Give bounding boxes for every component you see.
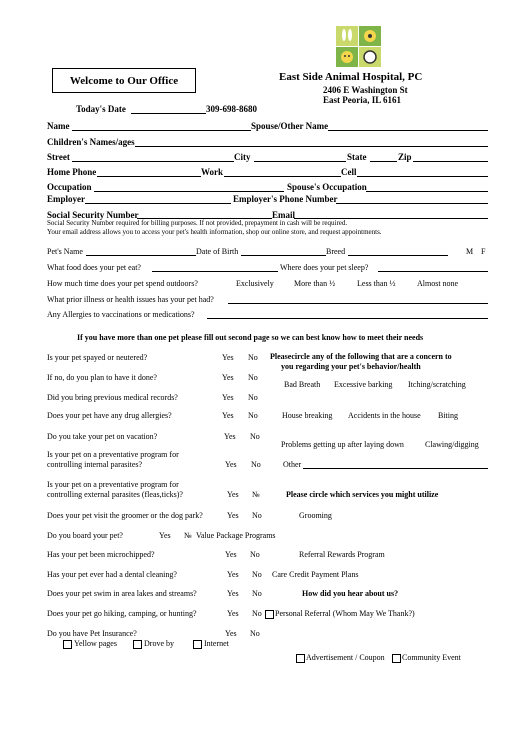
occupation-field[interactable] [94,191,284,192]
q-vacation-no[interactable]: No [250,432,260,441]
outdoors-almost-none[interactable]: Almost none [417,279,459,288]
outdoors-more-half[interactable]: More than ½ [294,279,336,288]
yellow-pages-checkbox[interactable] [63,640,72,649]
todays-date-label: Today's Date [76,104,126,114]
personal-referral-label: Personal Referral (Whom May We Thank?) [275,609,415,618]
services-title: Please circle which services you might utilize [286,490,439,499]
cell-label: Cell [341,167,357,177]
hospital-city: East Peoria, IL 6161 [323,95,401,105]
community-event-checkbox[interactable] [392,654,401,663]
spouse-field[interactable] [328,130,488,131]
work-field[interactable] [224,176,341,177]
q-drug-allergies: Does your pet have any drug allergies? [47,411,172,420]
q-plan-yes[interactable]: Yes [222,373,234,382]
concern-house-breaking[interactable]: House breaking [282,411,333,420]
q-spayed-no[interactable]: No [248,353,258,362]
allergies-label: Any Allergies to vaccinations or medications? [47,310,195,319]
internet-label: Internet [204,639,229,648]
pet-name-field[interactable] [86,255,196,256]
sex-female[interactable]: F [481,247,486,256]
q-hiking: Does your pet go hiking, camping, or hunting? [47,609,197,618]
outdoors-less-half[interactable]: Less than ½ [357,279,396,288]
city-field[interactable] [254,161,346,162]
q-dental-no[interactable]: No [252,570,262,579]
q-drug-allergies-no[interactable]: No [248,411,258,420]
email-label: Email [272,210,296,220]
q-board: Do you board your pet? [47,531,123,540]
community-event-label: Community Event [402,653,461,662]
service-care-credit[interactable]: Care Credit Payment Plans [272,570,359,579]
concern-itching[interactable]: Itching/scratching [408,380,466,389]
concern-bad-breath[interactable]: Bad Breath [284,380,321,389]
q-groomer: Does your pet visit the groomer or the dog park? [47,511,203,520]
spouse-occupation-field[interactable] [366,191,488,192]
illness-field[interactable] [228,303,488,304]
sleep-field[interactable] [378,271,488,272]
hear-title: How did you hear about us? [302,589,399,598]
state-label: State [347,152,367,162]
q-internal-2: controlling internal parasites? [47,460,143,469]
breed-field[interactable] [348,255,448,256]
q-external-yes[interactable]: Yes [227,490,239,499]
employer-phone-field[interactable] [336,203,488,204]
email-note: Your email address allows you to access your pet's health information, shop our online store, and request appointments. [47,228,382,236]
drove-by-label: Drove by [144,639,174,648]
street-field[interactable] [72,161,234,162]
q-board-no[interactable]: № [184,531,192,540]
q-internal-1: Is your pet on a preventative program for [47,450,179,459]
drove-by-checkbox[interactable] [133,640,142,649]
hospital-logo [336,26,382,68]
hospital-name: East Side Animal Hospital, PC [279,71,423,83]
cell-field[interactable] [357,176,488,177]
spouse-label: Spouse/Other Name [251,121,329,131]
q-internal-yes[interactable]: Yes [225,460,237,469]
dob-field[interactable] [241,255,326,256]
service-grooming[interactable]: Grooming [299,511,332,520]
zip-field[interactable] [413,161,488,162]
q-records-yes[interactable]: Yes [222,393,234,402]
hospital-address: 2406 E Washington St [323,85,408,95]
spouse-occupation-label: Spouse's Occupation [287,182,367,192]
value-package[interactable]: Value Package Programs [196,531,276,540]
dob-label: Date of Birth [196,247,239,256]
concern-accidents[interactable]: Accidents in the house [348,411,421,420]
q-spayed: Is your pet spayed or neutered? [47,353,148,362]
q-dental-yes[interactable]: Yes [227,570,239,579]
q-groomer-yes[interactable]: Yes [227,511,239,520]
allergies-field[interactable] [207,318,488,319]
q-hiking-yes[interactable]: Yes [227,609,239,618]
q-groomer-no[interactable]: No [252,511,262,520]
illness-label: What prior illness or health issues has your pet had? [47,295,214,304]
internet-checkbox[interactable] [193,640,202,649]
advertisement-checkbox[interactable] [296,654,305,663]
second-page-notice: If you have more than one pet please fill out second page so we can best know how to meet their needs [77,333,424,342]
q-microchip-no[interactable]: No [250,550,260,559]
concern-clawing[interactable]: Clawing/digging [425,440,479,449]
concerns-title-1: Pleasecircle any of the following that are a concern to [270,352,452,361]
sex-male[interactable]: M [466,247,474,256]
name-label: Name [47,121,70,131]
q-drug-allergies-yes[interactable]: Yes [222,411,234,420]
personal-referral-checkbox[interactable] [265,610,274,619]
hospital-phone: 309-698-8680 [206,104,257,114]
occupation-label: Occupation [47,182,92,192]
home-phone-label: Home Phone [47,167,97,177]
outdoors-exclusively[interactable]: Exclusively [236,279,274,288]
concern-barking[interactable]: Excessive barking [334,380,393,389]
concern-other-label: Other [283,460,302,469]
sleep-label: Where does your pet sleep? [280,263,369,272]
employer-label: Employer [47,194,85,204]
q-external-2: controlling external parasites (fleas,ticks)? [47,490,183,499]
q-microchip: Has your pet been microchipped? [47,550,155,559]
yellow-pages-label: Yellow pages [74,639,117,648]
concerns-title-2: you regarding your pet's behavior/health [281,362,421,371]
employer-field[interactable] [85,203,231,204]
name-field[interactable] [72,130,251,131]
q-records: Did you bring previous medical records? [47,393,178,402]
children-label: Children's Names/ages [47,137,135,147]
ssn-label: Social Security Number [47,210,139,220]
q-insurance-yes[interactable]: Yes [225,629,237,638]
q-insurance-no[interactable]: No [250,629,260,638]
city-label: City [234,152,251,162]
work-label: Work [201,167,224,177]
children-field[interactable] [135,146,488,147]
state-field[interactable] [370,161,397,162]
concern-other-field[interactable] [303,468,488,469]
q-external-1: Is your pet on a preventative program for [47,480,179,489]
q-swim-yes[interactable]: Yes [227,589,239,598]
employer-phone-label: Employer's Phone Number [233,194,338,204]
advertisement-label: Advertisement / Coupon [306,653,385,662]
q-insurance: Do you have Pet Insurance? [47,629,137,638]
home-phone-field[interactable] [97,176,201,177]
q-hiking-no[interactable]: No [252,609,262,618]
concern-getting-up[interactable]: Problems getting up after laying down [281,440,404,449]
service-referral-rewards[interactable]: Referral Rewards Program [299,550,385,559]
q-plan-no[interactable]: No [248,373,258,382]
q-internal-no[interactable]: No [251,460,261,469]
zip-label: Zip [398,152,412,162]
breed-label: Breed [326,247,346,256]
ssn-note: Social Security Number required for billing purposes. If not provided, prepayment in cash will be required. [47,219,348,227]
pet-name-label: Pet's Name [47,247,83,256]
q-swim-no[interactable]: No [252,589,262,598]
q-external-no[interactable]: № [252,490,260,499]
q-swim: Does your pet swim in area lakes and streams? [47,589,197,598]
q-spayed-yes[interactable]: Yes [222,353,234,362]
q-microchip-yes[interactable]: Yes [225,550,237,559]
q-vacation-yes[interactable]: Yes [224,432,236,441]
q-board-yes[interactable]: Yes [159,531,171,540]
q-vacation: Do you take your pet on vacation? [47,432,158,441]
todays-date-field[interactable] [131,113,206,114]
outdoors-label: How much time does your pet spend outdoors? [47,279,198,288]
q-dental: Has your pet ever had a dental cleaning? [47,570,177,579]
concern-biting[interactable]: Biting [438,411,459,420]
q-records-no[interactable]: No [248,393,258,402]
food-label: What food does your pet eat? [47,263,141,272]
street-label: Street [47,152,70,162]
food-field[interactable] [152,271,278,272]
welcome-box: Welcome to Our Office [52,68,196,93]
q-plan: If no, do you plan to have it done? [47,373,157,382]
